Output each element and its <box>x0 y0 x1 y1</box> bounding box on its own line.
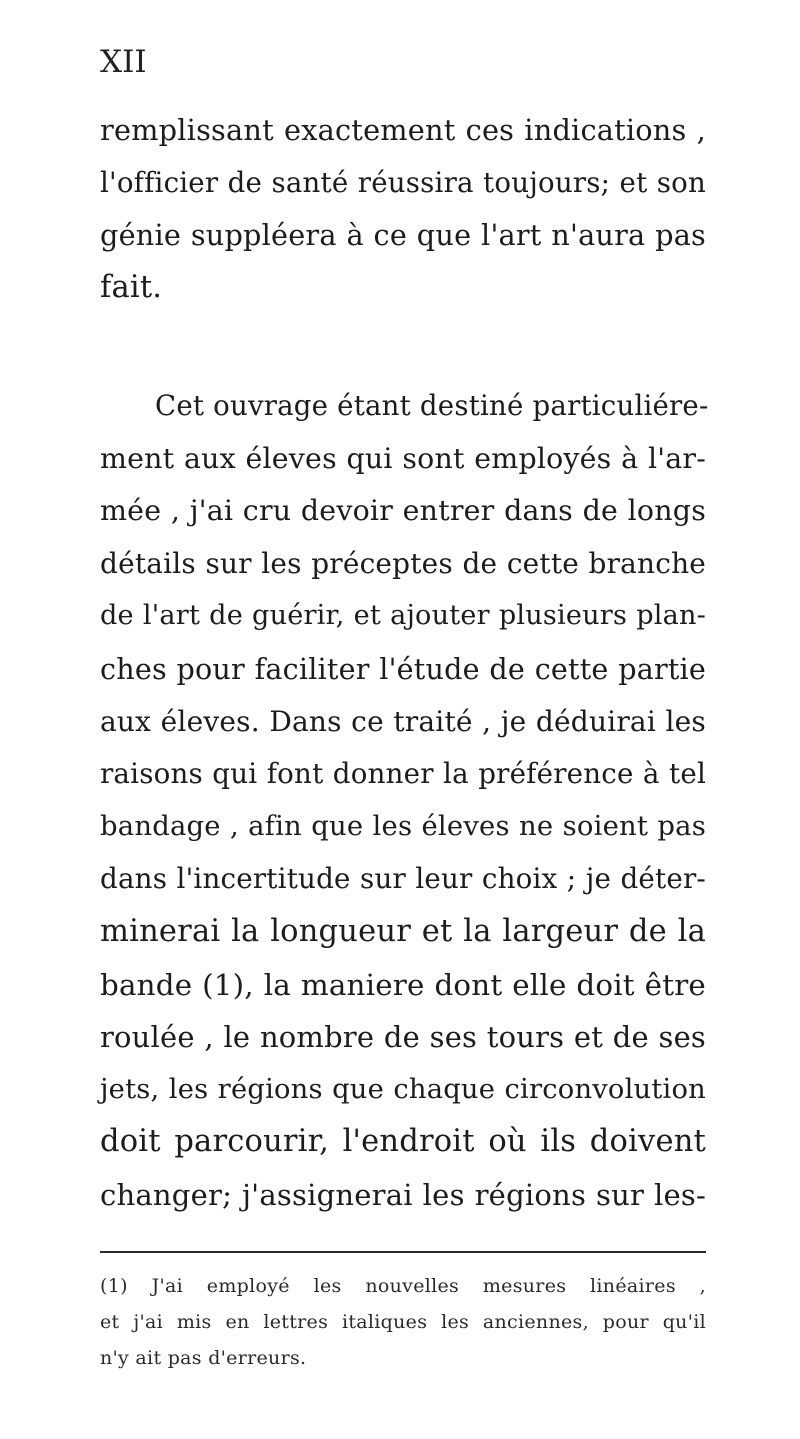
text-line: dans l'incertitude sur leur choix ; je déter- <box>100 862 706 896</box>
text-line: fait. <box>100 269 163 305</box>
paragraph-1 <box>100 104 706 314</box>
text-line: l'officier de santé réussira toujours; et son <box>100 165 706 199</box>
text-line: remplissant exactement ces indications , <box>100 113 706 147</box>
footnote-line: (1) J'ai employé les nouvelles mesures linéaires , <box>100 1275 706 1297</box>
text-line: mée , j'ai cru devoir entrer dans de longs <box>100 494 706 528</box>
text-line: aux éleves. Dans ce traité , je déduirai les <box>100 704 706 738</box>
paragraph-2 <box>100 380 709 1222</box>
text-line: ches pour faciliter l'étude de cette partie <box>100 651 706 686</box>
text-line: ment aux éleves qui sont employés à l'ar- <box>100 441 706 475</box>
text-line: détails sur les préceptes de cette branche <box>100 546 706 580</box>
text-line: changer; j'assignerai les régions sur les- <box>100 1177 706 1212</box>
text-line: génie suppléera à ce que l'art n'aura pas <box>100 218 706 253</box>
footnote-divider <box>100 1251 706 1253</box>
footnote-line: et j'ai mis en lettres italiques les anciennes, pour qu'il <box>100 1311 706 1333</box>
text-line: Cet ouvrage étant destiné particuliére- <box>155 389 709 422</box>
footnote <box>100 1268 706 1376</box>
text-line: bandage , afin que les éleves ne soient pas <box>100 810 706 842</box>
text-line: jets, les régions que chaque circonvolution <box>100 1073 706 1105</box>
text-line: minerai la longueur et la largeur de la <box>100 913 706 949</box>
footnote-line: n'y ait pas d'erreurs. <box>100 1347 307 1369</box>
text-line: roulée , le nombre de ses tours et de ses <box>100 1020 706 1055</box>
text-line: raisons qui font donner la préférence à tel <box>100 757 706 791</box>
page-number: XII <box>100 44 147 80</box>
text-line: doit parcourir, l'endroit où ils doivent <box>100 1124 706 1160</box>
text-line: bande (1), la maniere dont elle doit être <box>100 967 706 1002</box>
text-line: de l'art de guérir, et ajouter plusieurs plan- <box>100 600 706 632</box>
